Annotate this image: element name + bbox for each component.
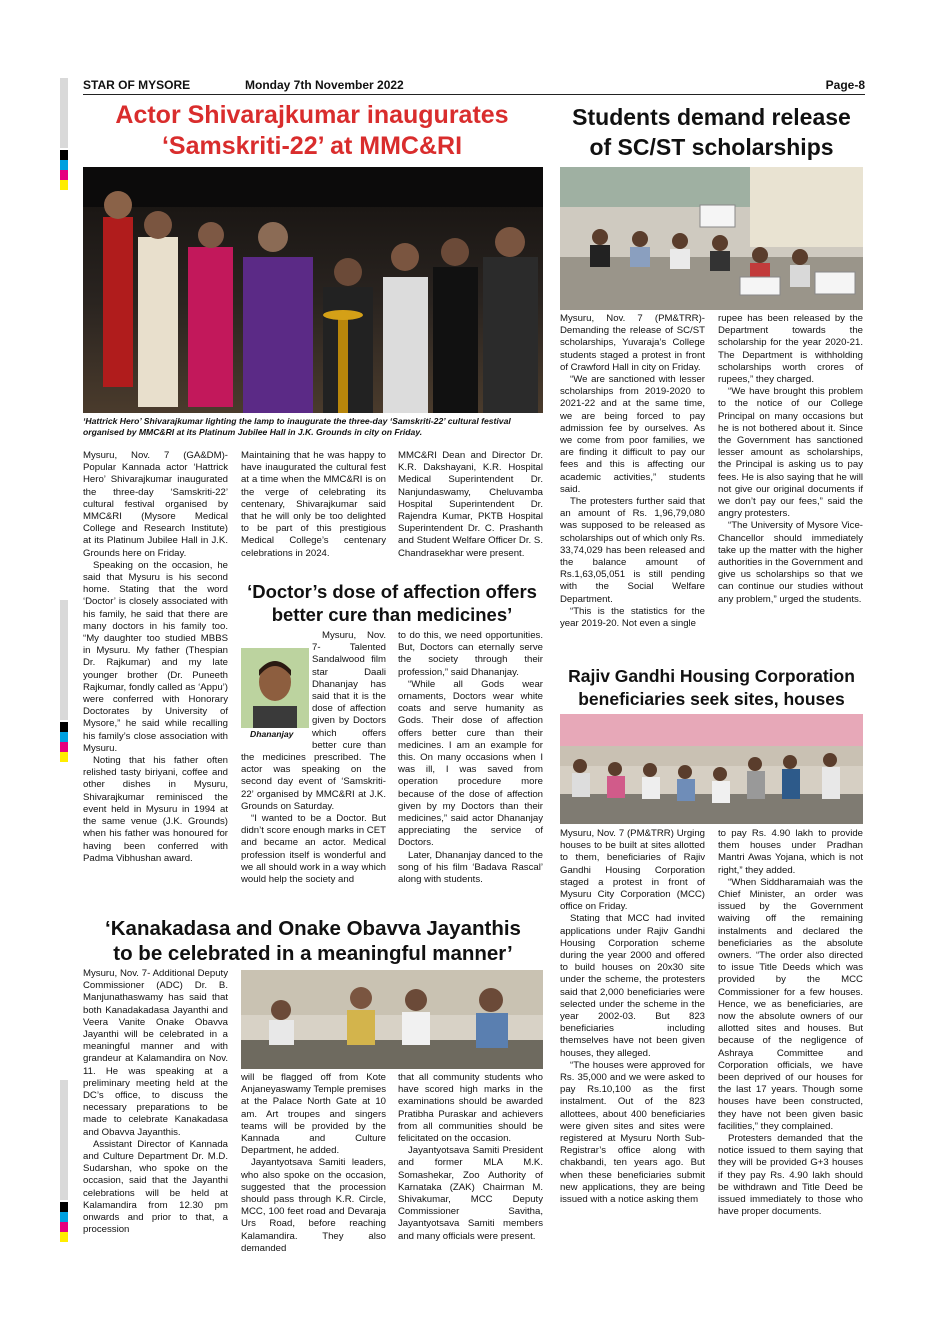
publication-name: STAR OF MYSORE [83,78,191,92]
story2-headline-line2: better cure than medicines’ [271,604,513,625]
story2-col2-para: “While all Gods wear ornaments, Doctors wear white coats and serve humanity as Gods. Their dose of affection offers better cure than their medicines. I am an example for this. On many occasions when I was ill, I was saved from operation procedure more because of the dose of affection given by my Doctors than their medicines,” said actor Dhananjay appreciating the service of Doctors. [398,678,543,849]
story5-photo [560,714,863,824]
page-number: Page-8 [825,78,865,92]
story4-col2 [718,313,863,606]
story4-photo-scene [560,167,863,310]
registration-strip-mid [60,600,68,720]
story1-photo-caption: ‘Hattrick Hero’ Shivarajkumar lighting the lamp to inaugurate the three-day ‘Samskriti-22’ cultural festival organised by MMC&RI at its Platinum Jubilee Hall in J.K. Grounds in city on Friday. [83,416,511,437]
story1-headline-line1: Actor Shivarajkumar inaugurates [115,101,509,129]
story1-photo [83,167,543,413]
story2-col1-para: Mysuru, Nov. 7- Talented Sandalwood film star Daali Dhananjay has said that it is the dose of affection given by Doctors which offers better cure than the medicines prescribed. The actor was speaking on the second day event of ‘Samskriti-22’ organised by MMC&RI at J.K. Grounds on Saturday. [241,630,386,812]
story3-col2-para: Jayantyotsava Samiti leaders, who also spoke on the occasion, suggested that the procession should pass through K.R. Circle, MCC, 100 feet road and Devaraja Urs Road, before reaching Kalamandira. They also demanded [241,1157,386,1254]
story3-headline-line1: ‘Kanakadasa and Onake Obavva Jayanthis [105,917,521,940]
story3-col3-para: that all community students who have scored high marks in the examinations should be awarded Pratibha Puraskar and achievers from all communities should be felicitated on the occasion. [398,1072,543,1145]
story1-col2-para: Maintaining that he was happy to have inaugurated the cultural fest at a time when the MMC&RI is on the verge of celebrating its centenary, Shivarajkumar said that he will only be too delighted to be part of this prestigious Medical College’s centenary celebrations in 2024. [241,450,386,559]
story4-headline [555,102,868,162]
registration-strip-bottom [60,1080,68,1200]
story1-col1-para: Noting that his father often relished tasty biriyani, coffee and other dishes in Mysuru, Shivarajkumar reminisced the event held in Mysuru in 1994 at the same venue (J.K. Grounds) when his father was honoured for having been conferred with Padma Vibhushan award. [83,755,228,864]
story5-col2 [718,828,863,1219]
story5-col2-para: to pay Rs. 4.90 lakh to provide them houses under Pradhan Mantri Awas Yojana, which is not right,” they added. [718,828,863,876]
story3-col1-para: Assistant Director of Kannada and Culture Department Dr. M.D. Sudarshan, who spoke on the occasion, said that the Jayanthi celebrations will be held at Kalamandira from 12.30 pm onwards and prior to that, a procession [83,1138,228,1236]
story3-photo [241,970,543,1069]
story4-col2-para: “The University of Mysore Vice-Chancellor should immediately take up the matter with the higher authorities in the Government and give us scholarships so that we can continue our studies without any problem,” urged the students. [718,520,863,605]
story1-headline-line2: ‘Samskriti-22’ at MMC&RI [161,132,463,160]
story1-photo-scene [83,167,543,413]
story4-col1-para: Mysuru, Nov. 7 (PM&TRR)- Demanding the release of SC/ST scholarships, Yuvaraja’s College students staged a protest in front of Crawford Hall in city on Friday. [560,313,705,373]
story4-col1-para: “This is the statistics for the year 2019-20. Not even a single [560,605,705,630]
registration-strip-top [60,78,68,148]
story4-photo [560,167,863,310]
story3-headline [78,916,548,966]
story5-col1 [560,828,705,1206]
registration-marks-top [60,150,68,190]
registration-marks-mid [60,722,68,762]
story2-col2-para: to do this, we need opportunities. But, Doctors can eternally serve the society through their profession,” said Dhananjay. [398,630,543,678]
story1-col1-para: Speaking on the occasion, he said that Mysuru is his second home. Stating that the word ‘Doctor’ is closely associated with his family, he said that there are many doctors in his family too. “My daughter too studied MBBS in Mysuru. My father (Thespian Dr. Rajkumar) and my late younger brother (Dr. Puneeth Rajkumar, fondly called as ‘Appu’) were conferred with Honorary Doctorates by University of Mysore,” he said while recalling his family’s close association with Mysuru. [83,559,228,754]
dhananjay-photo-label: Dhananjay [250,729,294,739]
story4-col2-para: “We have brought this problem to the notice of our College Principal on many occasions but he is not bothered about it. Since the Government has sanctioned lesser amount as scholarships, the Principal is asking us to pay fees. He is also saying that he will not give our original documents if we don’t pay our fees,” said the angry protesters. [718,386,863,520]
story5-col1-para: “The houses were approved for Rs. 35,000 and we were asked to pay Rs.10,100 as the first instalment. Out of the 823 allottees, about 400 beneficiaries were given sites and sites were registered at Mysuru North Sub-Registrar’s office along with chakbandi, ten years ago. But when these beneficiaries submit new applications, they are being issued with a notice asking them [560,1059,705,1206]
story1-col3-para: MMC&RI Dean and Director Dr. K.R. Dakshayani, K.R. Hospital Medical Superintendent Dr. Nanjundaswamy, Cheluvamba Hospital Superintendent Dr. Rajendra Kumar, PKTB Hospital Superintendent Dr. C. Prashanth and Student Welfare Officer Dr. S. Chandrasekhar were present. [398,450,543,559]
story5-photo-scene [560,714,863,824]
masthead [83,78,865,95]
story5-col1-para: Mysuru, Nov. 7 (PM&TRR) Urging houses to be built at sites allotted to them, beneficiaries of Rajiv Gandhi Housing Corporation staged a protest in front of Mysuru City Corporation (MCC) office on Friday. [560,828,705,913]
story4-col2-para: rupee has been released by the Department towards the scholarship for the year 2020-21. The Department is withholding scholarships worth crores of rupees,” they charged. [718,313,863,386]
story5-col1-para: Stating that MCC had invited applications under Rajiv Gandhi Housing Corporation scheme during the year 2000 and offered to build houses on 20x30 site under the scheme, the protesters said that 2,000 beneficiaries were selected under the scheme in the year 2002-03. But 823 beneficiaries including themselves have not been given houses, they alleged. [560,913,705,1059]
story1-col1 [83,450,228,865]
photo-float-spacer [241,630,312,744]
story1-col2 [241,450,386,560]
story3-col1-para: Mysuru, Nov. 7- Additional Deputy Commissioner (ADC) Dr. B. Manjunathaswamy has said that both Kanadakadasa Jayanthi and Veera Vanite Onake Obavva Jayanthi will be celebrated in a meaningful manner and with grandeur at Kalamandira on Nov. 11. He was speaking at a preliminary meeting held at the DC’s office, to discuss the necessary preparations to be made to celebrate Kanakadasa and Obavva Jayanthis. [83,968,228,1138]
story2-col1 [241,630,386,886]
story5-headline-line2: beneficiaries seek sites, houses [578,689,845,709]
story1-headline [78,100,546,162]
story3-col3-para: Jayantyotsava Samiti President and former MLA M.K. Somashekar, Zoo Authority of Karnataka (ZAK) Chairman M. Shivakumar, MCC Deputy Commissioner Savitha, Jayantyotsava Samiti members and many officials were present. [398,1145,543,1242]
story2-col1-para: “I wanted to be a Doctor. But didn’t score enough marks in CET and became an actor. Medical profession itself is wonderful and we all should work in a way which would help the society and [241,813,386,886]
issue-date: Monday 7th November 2022 [245,78,404,92]
story3-col2 [241,1072,386,1255]
story3-col1 [83,968,228,1236]
story5-col2-para: “When Siddharamaiah was the Chief Minister, an order was issued by the Government waiving off the remaining instalments and declared the beneficiaries as the absolute owners. “The order also directed to issue Title Deeds which was provided by the MCC Commissioner for a few houses. Hence, we as beneficiaries, are now the absolute owners of our allotted sites and houses. But because of the negligence of Ashraya Committee and Corporation officials, we have been deprived of our houses for the last 17 years. Though some houses have been constructed, they have not been given basic facilities,” they complained. [718,876,863,1132]
story2-headline-line1: ‘Doctor’s dose of affection offers [247,581,537,602]
story4-col1 [560,313,705,630]
story1-col1-para: Mysuru, Nov. 7 (GA&DM)- Popular Kannada actor ‘Hattrick Hero’ Shivarajkumar inaugurated the three-day ‘Samskriti-22’ cultural festival organised by MMC&RI (Mysore Medical College and Research Institute) at its Platinum Jubilee Hall in J.K. Grounds here on Friday. [83,450,228,559]
story3-col3 [398,1072,543,1243]
story5-headline-line1: Rajiv Gandhi Housing Corporation [568,666,855,686]
story2-col2 [398,630,543,886]
story4-col1-para: “We are sanctioned with lesser scholarships from 2019-2020 to 2021-22 and at the same time, we are being forced to pay admission fee by ourselves. As we come from poor families, we are finding it difficult to pay our fees and this is affecting our academic activities,” students said. [560,374,705,495]
story4-headline-line1: Students demand release [572,104,851,130]
story3-col2-para: will be flagged off from Kote Anjaneyaswamy Temple premises at the Palace North Gate at 10 am. Art troupes and singers teams will be provided by the Kannada and Culture Department, he added. [241,1072,386,1157]
story4-col1-para: The protesters further said that an amount of Rs. 1,96,79,080 was supposed to be released as scholarships out of which only Rs. 33,74,029 has been released and the balance amount of Rs.1,63,05,051 is still pending with the Social Welfare Department. [560,496,705,605]
registration-marks-bottom [60,1202,68,1242]
story2-headline [236,580,548,626]
story5-headline [555,665,868,711]
story3-headline-line2: to be celebrated in a meaningful manner’ [113,942,513,965]
story3-photo-scene [241,970,543,1069]
story2-col2-para: Later, Dhananjay danced to the song of his film ‘Badava Rascal’ along with students. [398,849,543,886]
story4-headline-line2: of SC/ST scholarships [589,134,834,160]
story5-col2-para: Protesters demanded that the notice issued to them saying that they will be provided G+3 houses if they pay Rs. 4.90 lakh should be withdrawn and Title Deed be issued immediately to those who have proper documents. [718,1133,863,1218]
story1-col3 [398,450,543,560]
